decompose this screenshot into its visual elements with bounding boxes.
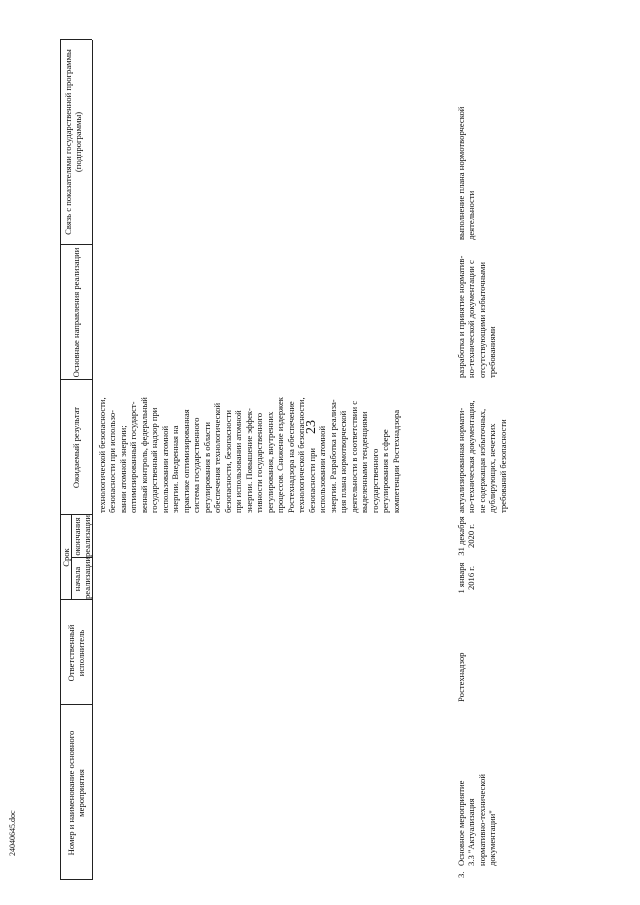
header-bottom-rule [92, 40, 93, 880]
header-number-name: Номер и наименование основного мероприятия [66, 730, 87, 856]
continued-result: технологической безопасности, безопасности при использо- вании атомной энергии; оптимизированный государст- венный контроль, федеральный государственный надзор при использовании атомной энергии. Внедренная на практике оптимизированная система государственного регулирования в области обеспечения технологической безопасности, безопасности при использовании атомной энергии. Повышение эффек- тивности государственного регулирования, внутренних процессов. Снижение издержек Ростехнадзора на обеспечение технологической безопасности, безопасности при использовании атомной энергии. Разработка и реализа- ция плана нормотворческой деятельности в соответствии с выделенными тенденциями государственного регулирования в сфере компетенции Ростехнадзора [97, 397, 401, 513]
row-start-date: 1 января 2016 г. [456, 562, 477, 594]
header-term-end: окончания реализации [72, 515, 93, 557]
header-directions: Основные направления реализации [71, 247, 81, 378]
col-border [60, 704, 92, 705]
document-code: 24040645.doc [8, 810, 17, 856]
col-border [60, 39, 92, 40]
header-result: Ожидаемый результат [71, 406, 81, 489]
row-end-date: 31 декабря 2020 г. [456, 516, 477, 556]
row-number: 3. [456, 871, 466, 878]
header-link: Связь с показателями государственной программы (подпрограммы) [63, 49, 84, 235]
row-directions: разработка и принятие норматив- но-технической документации с отсутствующими избыточными требованиями [456, 255, 498, 378]
row-activity-name: Основное мероприятие 3.3 "Актуализация нормативно-технической документации" [456, 774, 498, 866]
col-border [60, 879, 92, 880]
row-responsible: Ростехнадзор [456, 652, 466, 702]
page-number: 23 [304, 420, 319, 434]
header-term-start: начала реализации [72, 557, 93, 599]
col-border [60, 599, 92, 600]
row-expected-result: актуализированная нормати- но-техническая документация, не содержащая избыточных, дублирующих, нечетких требований безопасности [456, 400, 508, 513]
col-border [60, 379, 92, 380]
rotated-table [60, 40, 570, 880]
col-border [60, 244, 92, 245]
table-top-rule [60, 40, 61, 880]
header-responsible: Ответственный исполнитель [66, 624, 87, 682]
row-program-link: выполнение плана нормотворческой деятельности [456, 106, 477, 240]
header-term: Срок [61, 548, 71, 567]
